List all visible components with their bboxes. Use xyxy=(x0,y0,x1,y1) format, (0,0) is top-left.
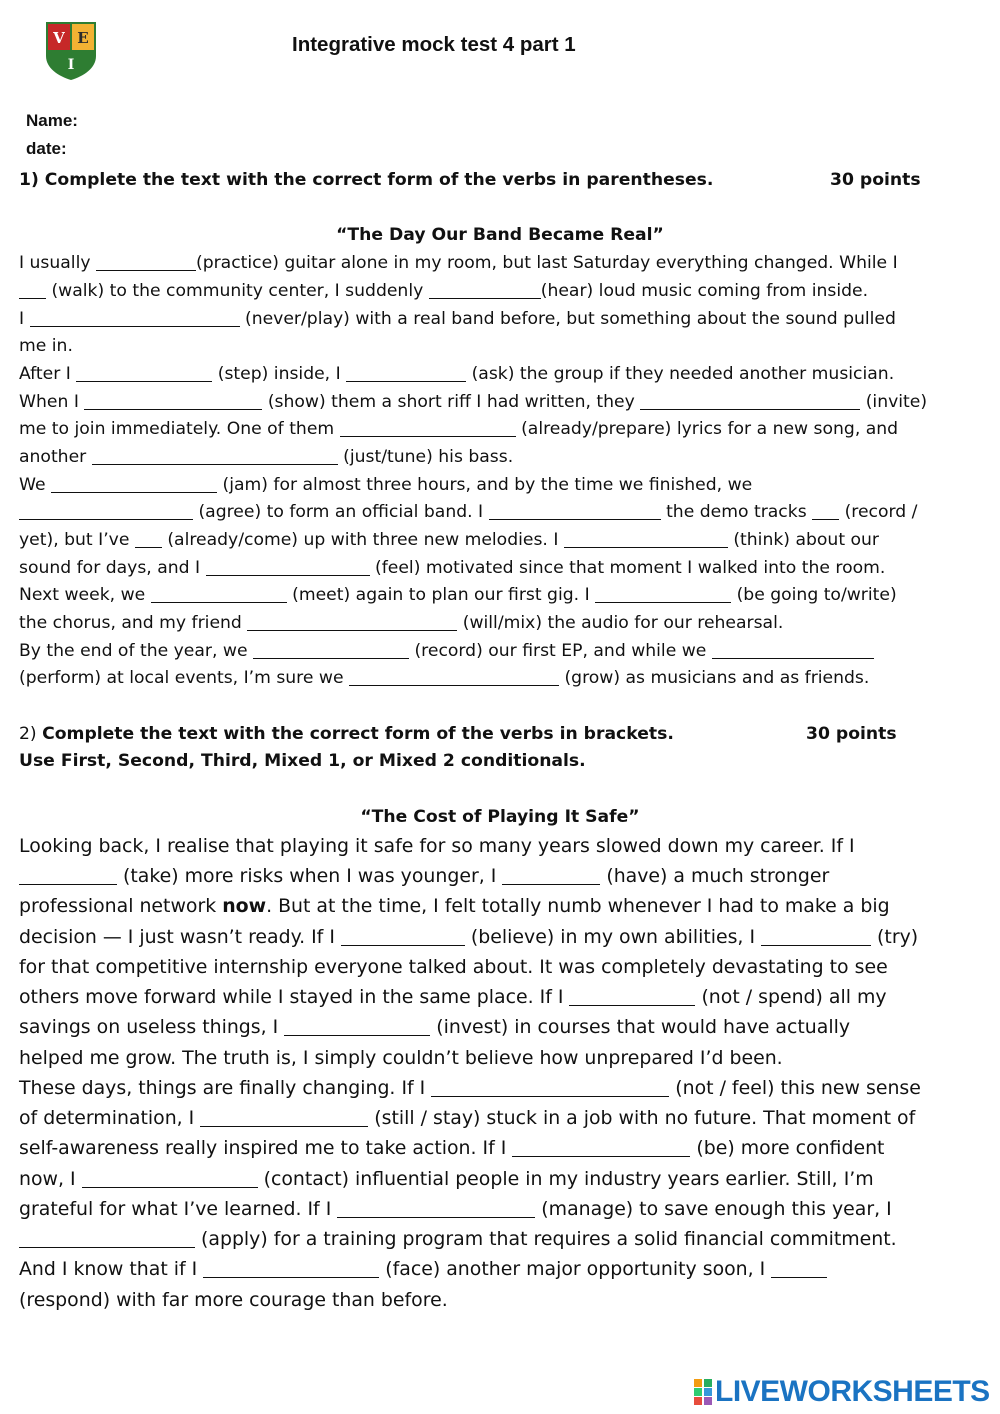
date-label: date: xyxy=(26,139,67,158)
passage-line: savings on useless things, I (invest) in courses that would have actually xyxy=(19,1016,851,1038)
passage-line: (respond) with far more courage than before. xyxy=(19,1289,448,1311)
passage-line: I (never/play) with a real band before, but something about the sound pulled xyxy=(19,309,896,329)
section2-subheading: Use First, Second, Third, Mixed 1, or Mixed 2 conditionals. xyxy=(19,751,586,771)
answer-blank[interactable] xyxy=(761,926,871,946)
passage-line: another (just/tune) his bass. xyxy=(19,447,514,467)
answer-blank[interactable] xyxy=(429,281,541,299)
school-crest-logo xyxy=(44,20,98,82)
passage-line: (walk) to the community center, I suddenly (hear) loud music coming from inside. xyxy=(19,278,979,306)
answer-blank[interactable] xyxy=(253,641,409,659)
passage-line: grateful for what I’ve learned. If I (manage) to save enough this year, I xyxy=(19,1198,892,1220)
passage-line: Looking back, I realise that playing it safe for so many years slowed down my career. If I xyxy=(19,835,855,857)
passage-line: self-awareness really inspired me to take action. If I (be) more confident xyxy=(19,1137,885,1159)
answer-blank[interactable] xyxy=(284,1016,430,1036)
passage-line: now, I (contact) influential people in my industry years earlier. Still, I’m xyxy=(19,1168,874,1190)
passage-line: (apply) for a training program that requires a solid financial commitment. xyxy=(19,1224,979,1254)
answer-blank[interactable] xyxy=(431,1077,669,1097)
answer-blank[interactable] xyxy=(771,1258,827,1278)
passage-line: These days, things are finally changing. If I (not / feel) this new sense xyxy=(19,1077,921,1099)
answer-blank[interactable] xyxy=(502,865,600,885)
answer-blank[interactable] xyxy=(19,865,117,885)
passage-line: We (jam) for almost three hours, and by the time we finished, we xyxy=(19,475,753,495)
liveworksheets-logo xyxy=(693,1375,990,1409)
passage-line: others move forward while I stayed in the same place. If I (not / spend) all my xyxy=(19,986,887,1008)
answer-blank[interactable] xyxy=(206,558,370,576)
answer-blank[interactable] xyxy=(341,926,465,946)
answer-blank[interactable] xyxy=(337,1198,535,1218)
section2-story-title: “The Cost of Playing It Safe” xyxy=(360,807,640,827)
passage-line: (perform) at local events, I’m sure we (grow) as musicians and as friends. xyxy=(19,668,870,688)
answer-blank[interactable] xyxy=(512,1137,690,1157)
passage-line: And I know that if I (face) another major opportunity soon, I xyxy=(19,1254,979,1284)
section1-story-title: “The Day Our Band Became Real” xyxy=(336,225,664,245)
passage-line: of determination, I (still / stay) stuck in a job with no future. That moment of xyxy=(19,1107,916,1129)
answer-blank[interactable] xyxy=(349,668,559,686)
passage-line: helped me grow. The truth is, I simply couldn’t believe how unprepared I’d been. xyxy=(19,1047,783,1069)
answer-blank[interactable] xyxy=(92,447,338,465)
answer-blank[interactable] xyxy=(203,1258,379,1278)
passage-line: Next week, we (meet) again to plan our first gig. I (be going to/write) xyxy=(19,585,897,605)
crest-letter-i: I xyxy=(67,57,75,73)
answer-blank[interactable] xyxy=(76,364,212,382)
liveworksheets-icon xyxy=(693,1378,713,1406)
answer-blank[interactable] xyxy=(19,502,193,520)
answer-blank[interactable] xyxy=(595,585,731,603)
liveworksheets-brand-text: LIVEWORKSHEETS xyxy=(715,1375,990,1408)
answer-blank[interactable] xyxy=(200,1107,368,1127)
passage-line: When I (show) them a short riff I had written, they (invite) xyxy=(19,392,928,412)
answer-blank[interactable] xyxy=(812,502,839,520)
answer-blank[interactable] xyxy=(84,392,262,410)
section1-heading: 1) Complete the text with the correct form of the verbs in parentheses. xyxy=(19,170,714,190)
answer-blank[interactable] xyxy=(96,253,196,271)
name-label: Name: xyxy=(26,111,78,130)
answer-blank[interactable] xyxy=(489,502,661,520)
answer-blank[interactable] xyxy=(51,475,217,493)
answer-blank[interactable] xyxy=(19,281,46,299)
answer-blank[interactable] xyxy=(640,392,860,410)
passage-line: me in. xyxy=(19,336,73,356)
answer-blank[interactable] xyxy=(151,585,287,603)
passage-line: By the end of the year, we (record) our first EP, and while we xyxy=(19,638,979,666)
passage-line: yet), but I’ve (already/come) up with three new melodies. I (think) about our xyxy=(19,530,879,550)
section2-heading: 2) Complete the text with the correct form of the verbs in brackets. xyxy=(19,724,674,744)
page-title: Integrative mock test 4 part 1 xyxy=(292,33,576,56)
answer-blank[interactable] xyxy=(346,364,466,382)
answer-blank[interactable] xyxy=(247,613,457,631)
answer-blank[interactable] xyxy=(30,309,240,327)
passage-line: professional network now. But at the time, I felt totally numb whenever I had to make a big xyxy=(19,895,890,917)
answer-blank[interactable] xyxy=(135,530,162,548)
crest-letter-v: V xyxy=(53,29,65,47)
passage-line: After I (step) inside, I (ask) the group if they needed another musician. xyxy=(19,364,895,384)
answer-blank[interactable] xyxy=(82,1168,258,1188)
passage-line: (agree) to form an official band. I the demo tracks (record / xyxy=(19,499,979,527)
answer-blank[interactable] xyxy=(564,530,728,548)
answer-blank[interactable] xyxy=(19,1228,195,1248)
passage-line: (take) more risks when I was younger, I (have) a much stronger xyxy=(19,861,979,891)
passage-line: for that competitive internship everyone talked about. It was completely devastating to see xyxy=(19,956,888,978)
passage-line: sound for days, and I (feel) motivated since that moment I walked into the room. xyxy=(19,558,886,578)
passage-line: decision — I just wasn’t ready. If I (believe) in my own abilities, I (try) xyxy=(19,926,919,948)
answer-blank[interactable] xyxy=(569,986,695,1006)
section2-points: 30 points xyxy=(806,724,897,744)
emphasis-word: now xyxy=(222,895,267,917)
answer-blank[interactable] xyxy=(712,641,874,659)
passage-line: I usually (practice) guitar alone in my room, but last Saturday everything changed. While I xyxy=(19,253,898,273)
passage-line: me to join immediately. One of them (already/prepare) lyrics for a new song, and xyxy=(19,419,899,439)
answer-blank[interactable] xyxy=(340,419,516,437)
crest-letter-e: E xyxy=(77,29,89,47)
passage-line: the chorus, and my friend (will/mix) the audio for our rehearsal. xyxy=(19,613,784,633)
section1-points: 30 points xyxy=(830,170,921,190)
